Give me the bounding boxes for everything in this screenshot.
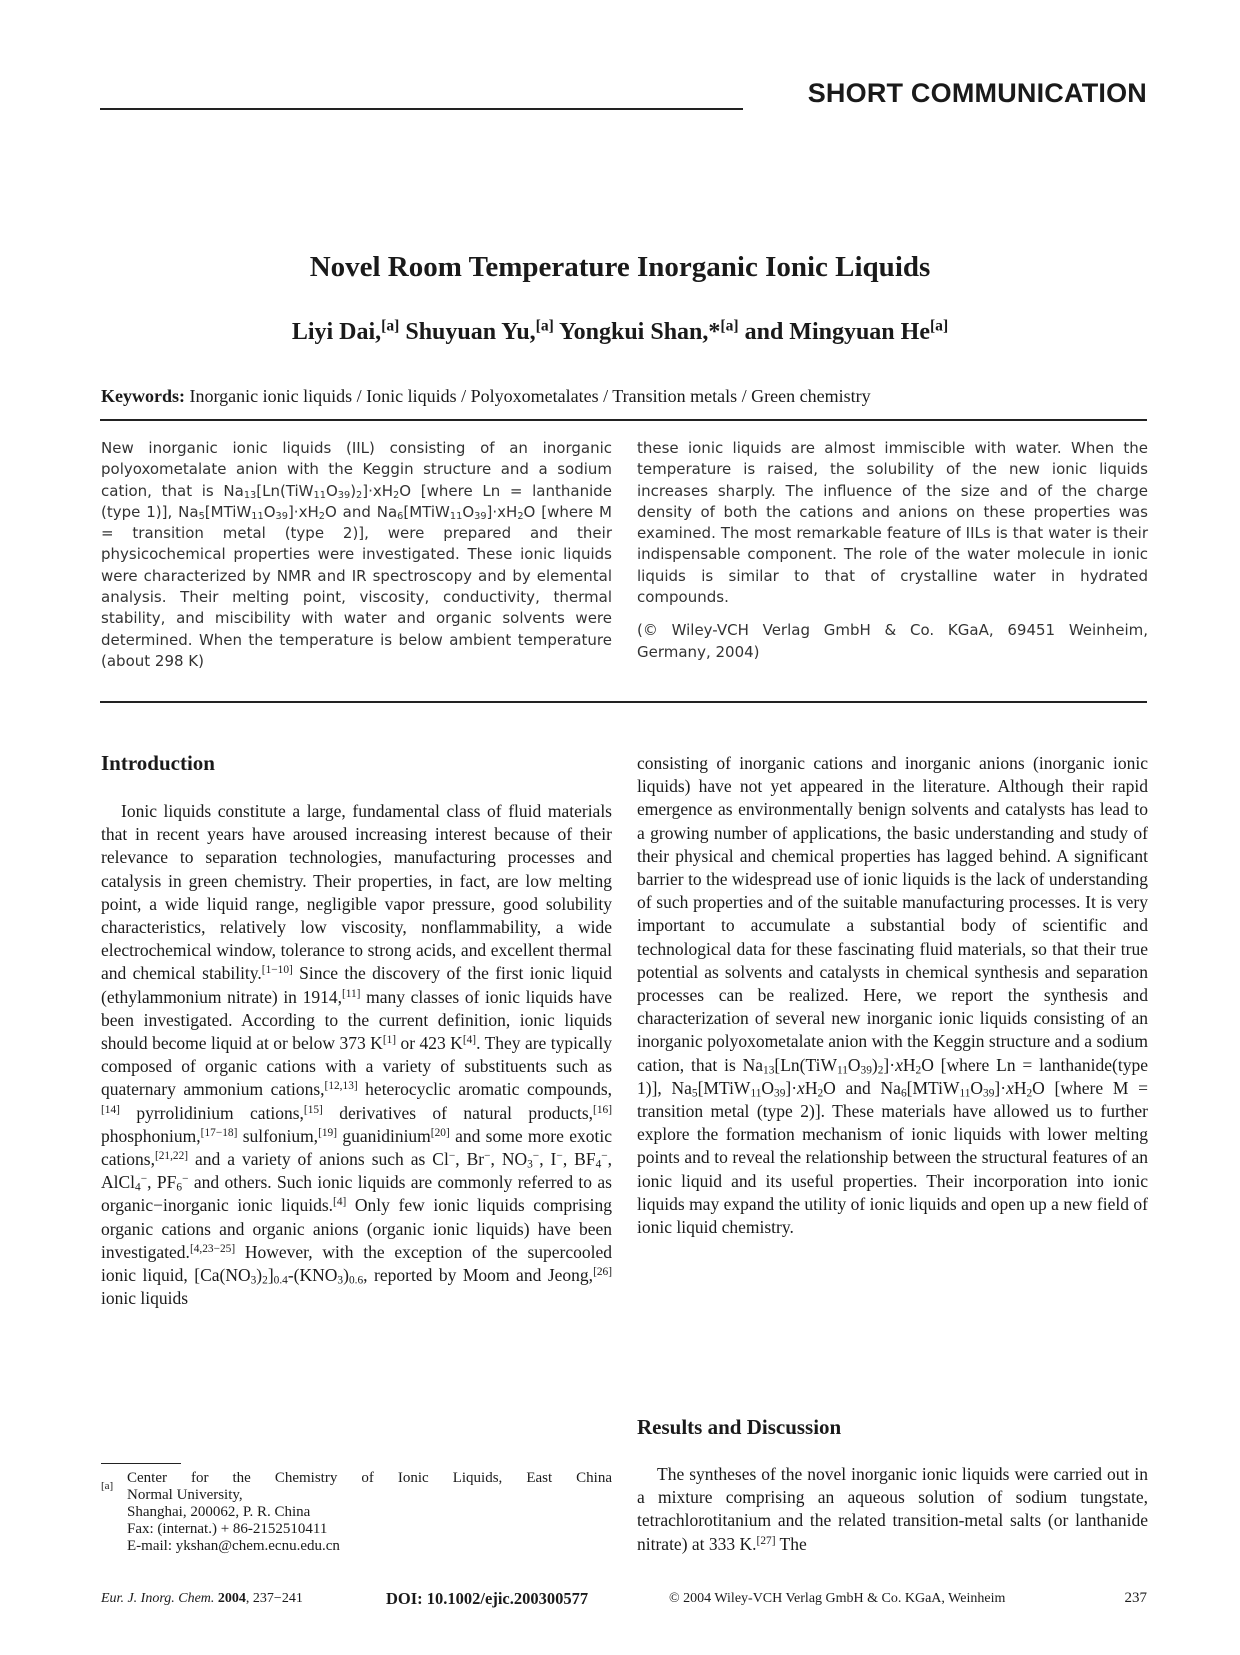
footnote-marker: [a] bbox=[101, 1480, 114, 1492]
footer-copyright: © 2004 Wiley-VCH Verlag GmbH & Co. KGaA, Weinheim bbox=[669, 1591, 1006, 1606]
abstract-text-left: New inorganic ionic liquids (IIL) consisting of an inorganic polyoxometalate anion with the Keggin structure and a sodium cation, that is $Na_{13}[Ln(TiW_{11}O_{39})_2]\cdot xH_2O$ [where Ln = lanthanide (type 1)], $Na_5[MTiW_{11}O_{39}]\cdot xH_2O$ and $Na_6[MTiW_{11}O_{39}]\cdot xH_2O$ [where M = transition metal (type 2)], were prepared and their physicochemical properties were investigated. These ionic liquids were characterized by NMR and IR spectroscopy and by elemental analysis. Their melting point, viscosity, conductivity, thermal stability, and miscibility with water and organic solvents were determined. When the temperature is below ambient temperature (about 298 K) bbox=[101, 439, 612, 670]
abstract-left-column bbox=[101, 438, 612, 672]
footnote-line-4: Fax: (internat.) + 86-2152510411 bbox=[127, 1521, 328, 1537]
keywords-label: Keywords: bbox=[101, 386, 185, 406]
results-heading: Results and Discussion bbox=[637, 1415, 842, 1439]
abstract-top-rule bbox=[100, 419, 1147, 421]
results-paragraph-1: The syntheses of the novel inorganic ionic liquids were carried out in a mixture comprising an aqueous solution of sodium tungstate, tetrachlorotitanium and the related transition-metal salts (or lanthanide nitrate) at 333 K.[27] The bbox=[637, 1464, 1148, 1554]
introduction-heading: Introduction bbox=[101, 751, 215, 775]
footnote-line-5: E-mail: ykshan@chem.ecnu.edu.cn bbox=[127, 1538, 340, 1554]
footnote-line-1: Center for the Chemistry of Ionic Liquids, East China bbox=[127, 1470, 612, 1486]
results-column bbox=[637, 1463, 1148, 1556]
introduction-paragraph-1: Ionic liquids constitute a large, fundamental class of fluid materials that in recent years have aroused increasing interest because of their relevance to separation technologies, manufacturing processes and catalysis in green chemistry. Their properties, in fact, are low melting point, a wide liquid range, negligible vapor pressure, good solubility characteristics, relatively low viscosity, nonflammability, a wide electrochemical window, tolerance to strong acids, and excellent thermal and chemical stability.[1−10] Since the discovery of the first ionic liquid (ethylammonium nitrate) in 1914,[11] many classes of ionic liquids have been investigated. According to the current definition, ionic liquids should become liquid at or below 373 K[1] or 423 K[4]. They are typically composed of organic cations with a variety of substituents such as quaternary ammonium cations,[12,13] heterocyclic aromatic compounds,[14] pyrrolidinium cations,[15] derivatives of natural products,[16] phosphonium,[17−18] sulfonium,[19] guanidinium[20] and some more exotic cations,[21,22] and a variety of anions such as Cl−, Br−, $NO_3^-$, I−, $BF_4^-$, AlCl$_4$−, $PF_6^-$ and others. Such ionic liquids are commonly referred to as organic−inorganic ionic liquids.[4] Only few ionic liquids comprising organic cations and organic anions (organic ionic liquids) have been investigated.[4,23−25] However, with the exception of the supercooled ionic liquid, $[Ca(NO_3)_2]_{0.4}-(KNO_3)_{0.6}$, reported by Moom and Jeong,[26] ionic liquids bbox=[101, 801, 613, 1309]
keywords-line bbox=[101, 386, 871, 407]
journal-pages: , 237−241 bbox=[245, 1591, 303, 1606]
abstract-text-right: these ionic liquids are almost immiscible with water. When the temperature is raised, the solubility of the new ionic liquids increases sharply. The influence of the size and of the charge density of both the cations and anions on these properties was examined. The most remarkable feature of IILs is that water is their indispensable component. The role of the water molecule in ionic liquids is similar to that of crystalline water in hydrated compounds. bbox=[637, 439, 1148, 607]
introduction-paragraph-continued: consisting of inorganic cations and inorganic anions (inorganic ionic liquids) have not yet appeared in the literature. Although their rapid emergence as environmentally benign solvents and catalysts has lead to a growing number of applications, the basic understanding and study of their physical and chemical properties has lagged behind. A significant barrier to the widespread use of ionic liquids is the lack of understanding of such properties and of the suitable manufacturing processes. It is very important to accumulate a substantial body of scientific and technological data for these fascinating fluid materials, so that their true potential as solvents and catalysts in chemical synthesis and separation processes can be realized. Here, we report the synthesis and characterization of several new inorganic ionic liquids consisting of an inorganic polyoxometalate anion with the Keggin structure and a sodium cation, that is $Na_{13}[Ln(TiW_{11}O_{39})_2]\cdot xH_2O$ [where Ln = lanthanide(type 1)], $Na_5[MTiW_{11}O_{39}]\cdot xH_2O$ and $Na_6[MTiW_{11}O_{39}]\cdot xH_2O$ [where M = transition metal (type 2)]. These materials have allowed us to further explore the formation mechanism of ionic liquids with lower melting points and to reveal the relationship between the structural features of an ionic liquid and its useful properties. Their incorporation into ionic liquids may expand the utility of ionic liquids and open up a new field of ionic liquid chemistry. bbox=[637, 753, 1149, 1238]
keywords-text: Inorganic ionic liquids / Ionic liquids / Polyoxometalates / Transition metals / Green chemistry bbox=[185, 386, 871, 406]
journal-year: 2004 bbox=[217, 1591, 246, 1606]
page-number: 237 bbox=[1124, 1590, 1147, 1606]
affiliation-footnote bbox=[101, 1470, 612, 1555]
section-label: SHORT COMMUNICATION bbox=[807, 78, 1147, 108]
abstract-right-column bbox=[637, 438, 1148, 663]
journal-citation bbox=[101, 1591, 303, 1607]
author-list: Liyi Dai,[a] Shuyuan Yu,[a] Yongkui Shan,*[a] and Mingyuan He[a] bbox=[291, 317, 949, 345]
header-rule bbox=[100, 108, 743, 110]
introduction-right-column bbox=[637, 752, 1148, 1239]
footnote-line-3: Shanghai, 200062, P. R. China bbox=[127, 1504, 311, 1520]
article-title: Novel Room Temperature Inorganic Ionic Liquids bbox=[309, 251, 931, 283]
abstract-copyright: (© Wiley-VCH Verlag GmbH & Co. KGaA, 69451 Weinheim, Germany, 2004) bbox=[637, 621, 1148, 661]
journal-name: Eur. J. Inorg. Chem. bbox=[101, 1591, 215, 1606]
doi-link[interactable]: DOI: 10.1002/ejic.200300577 bbox=[386, 1589, 589, 1608]
introduction-left-column bbox=[101, 800, 612, 1310]
footnote-line-2: Normal University, bbox=[127, 1487, 243, 1503]
abstract-bottom-rule bbox=[100, 701, 1147, 703]
footnote-rule bbox=[101, 1463, 181, 1464]
